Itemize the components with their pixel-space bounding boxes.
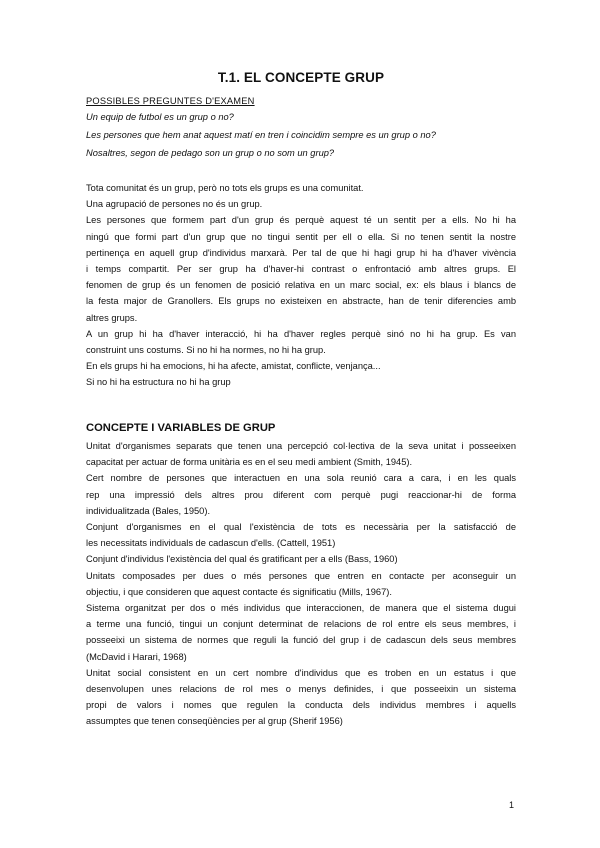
intro-line: En els grups hi ha emocions, hi ha afecte, amistat, conflicte, venjança...	[86, 361, 381, 372]
page-number: 1	[509, 800, 515, 810]
question-1: Un equip de futbol es un grup o no?	[86, 112, 234, 122]
definition-line: Sistema organitzat per dos o més individus que interaccionen, de manera que el sistema dugui	[86, 603, 516, 614]
intro-line: Una agrupació de persones no és un grup.	[86, 199, 263, 210]
intro-line: fenomen de grup és un fenomen de posició relativa en un marc social, ex: els blaus i blancs de	[86, 280, 516, 291]
questions-heading: POSSIBLES PREGUNTES D'EXAMEN	[86, 96, 255, 106]
intro-line: altres grups.	[86, 312, 138, 323]
definition-line: Conjunt d'organismes en el qual l'existència de tots es necessària per la satisfacció de	[86, 522, 516, 533]
definition-line: a terme una funció, tingui un conjunt determinat de relacions de rol entre els seus membres, i	[86, 619, 516, 630]
intro-line: pertinença en aquell grup d'individus marxarà. Per tal de que hi hagi grup hi ha d'haver vivència	[86, 247, 516, 258]
intro-line: Tota comunitat és un grup, però no tots els grups es una comunitat.	[86, 183, 364, 193]
definition-line: Unitat d'organismes separats que tenen una percepció col·lectiva de la seva unitat i posseeixen	[86, 441, 516, 451]
definition-line: Unitats composades per dues o més persones que entren en contacte per aconseguir un	[86, 570, 516, 581]
intro-line: Si no hi ha estructura no hi ha grup	[86, 377, 231, 388]
intro-line: construint uns costums. Si no hi ha normes, no hi ha grup.	[86, 345, 326, 356]
section-heading: CONCEPTE I VARIABLES DE GRUP	[86, 422, 276, 434]
definition-line: Unitat social consistent en un cert nombre d'individus que es troben en un estatus i que	[86, 667, 516, 678]
definition-line: objectiu, i que consideren que aquest contacte és significatiu (Mills, 1967).	[86, 586, 392, 597]
definition-line: propi de valors i nomes que regulen la conducta dels individus membres i aquells	[86, 700, 516, 711]
definition-line: Conjunt d'individus l'existència del qual és gratificant per a ells (Bass, 1960)	[86, 554, 398, 565]
page-title: T.1. EL CONCEPTE GRUP	[217, 70, 385, 85]
intro-line: A un grup hi ha d'haver interacció, hi ha d'haver regles perquè sinó no hi ha grup. Es van	[86, 328, 516, 339]
definition-line: assumptes que tenen conseqüències per al grup (Sherif 1956)	[86, 716, 343, 727]
definition-line: Cert nombre de persones que interactuen en una sola reunió cara a cara, i en les quals	[86, 473, 516, 484]
question-2: Les persones que hem anat aquest matí en tren i coincidim sempre es un grup o no?	[86, 130, 436, 140]
definition-line: rep una impressió dels altres prou diferent com perquè pugi reaccionar-hi de forma	[86, 489, 516, 500]
intro-line: i temps compartit. Per ser grup ha d'haver-hi contrast o enfrontació amb altres grups. El	[86, 264, 516, 275]
definition-line: les necessitats individuals de cadascun d'ells. (Cattell, 1951)	[86, 538, 336, 549]
definition-line: (McDavid i Harari, 1968)	[86, 651, 187, 662]
definition-line: individualitzada (Bales, 1950).	[86, 505, 211, 516]
intro-paragraphs	[86, 180, 516, 391]
question-3: Nosaltres, segon de pedago son un grup o no som un grup?	[86, 148, 335, 158]
definition-line: desenvolupen unes relacions de rol mes o menys definides, i que posseeixin un sistema	[86, 684, 516, 695]
intro-line: la festa major de Granollers. Els grups no existeixen en abstracte, han de tenir diferencies amb	[86, 296, 516, 307]
intro-line: Les persones que formem part d'un grup és perquè aquest té un sentit per a ells. No hi ha	[86, 215, 516, 226]
definitions	[86, 438, 516, 730]
intro-line: ningú que formi part d'un grup que no tingui sentit per ell o ella. Si no tenen sentit la nostre	[86, 231, 516, 242]
definition-line: capacitat per actuar de forma unitària es en el seu medi ambient (Smith, 1945).	[86, 457, 413, 468]
definition-line: posseeixi un sistema de normes que reguli la funció del grup i de cadascun dels seus membres	[86, 635, 516, 646]
